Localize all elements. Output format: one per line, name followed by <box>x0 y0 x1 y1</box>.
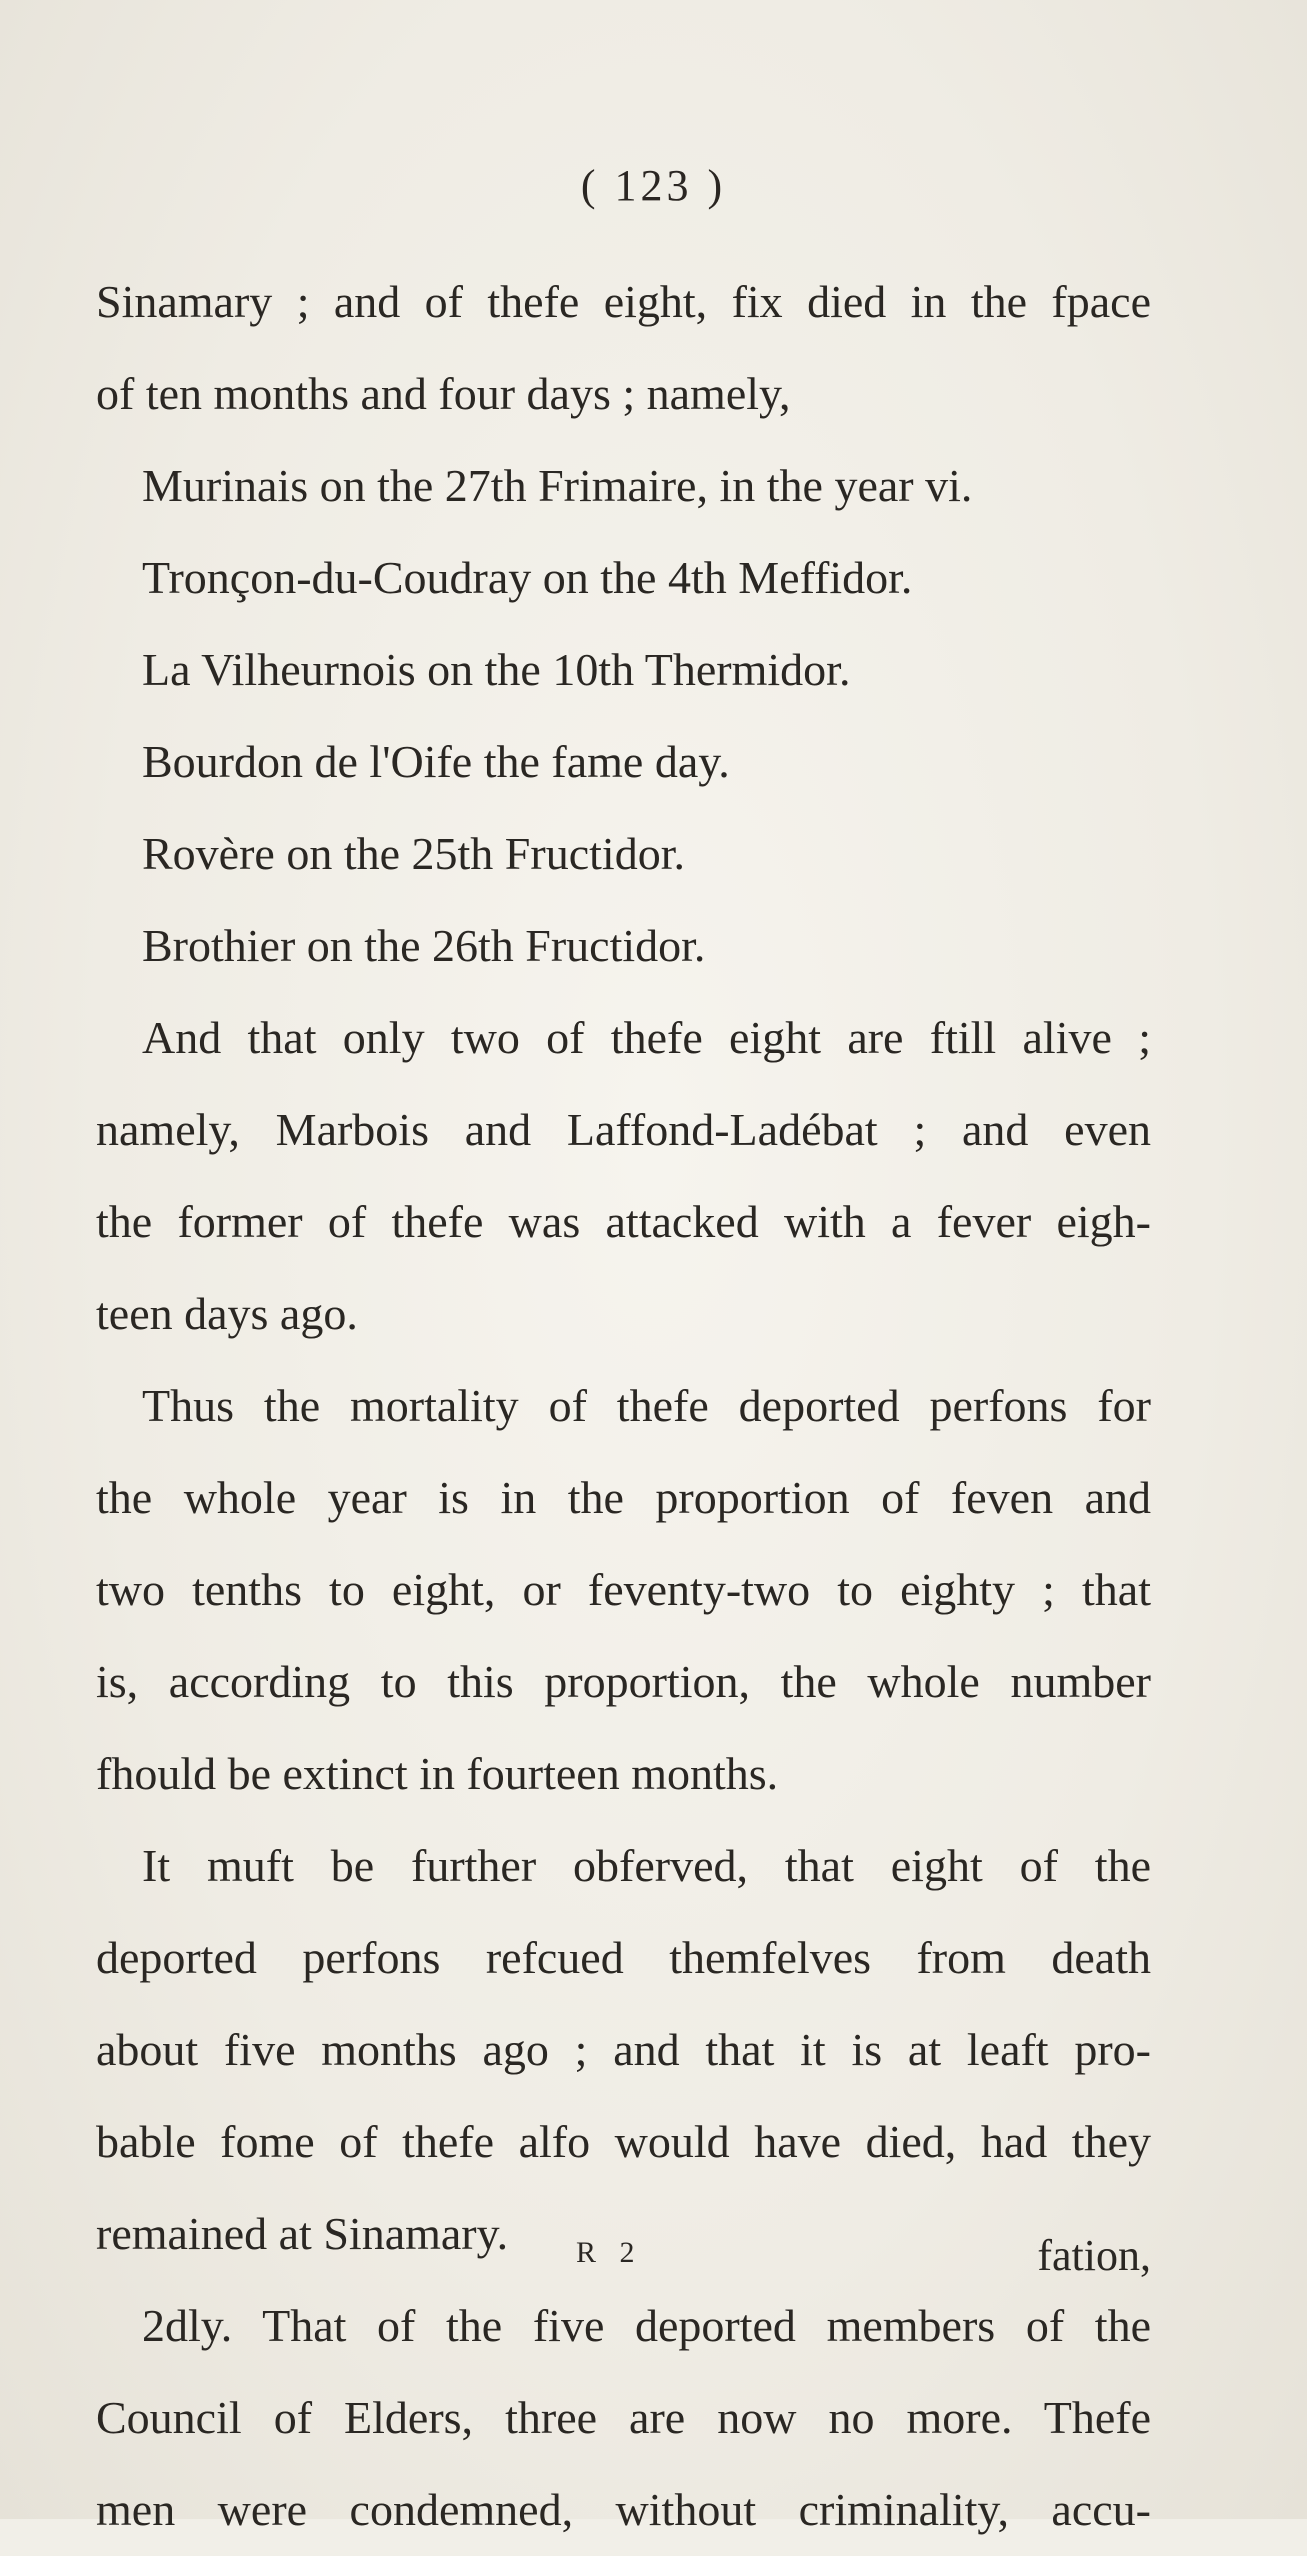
text-line: deported perfons refcued themfelves from death <box>96 1932 1151 1983</box>
text-line: Thus the mortality of thefe deported perfons for <box>142 1380 1151 1431</box>
text-line: teen days ago. <box>96 1288 358 1339</box>
text-line: Murinais on the 27th Frimaire, in the year vi. <box>142 460 973 511</box>
page-footer <box>96 2230 1151 2290</box>
text-line: And that only two of thefe eight are ftill alive ; <box>142 1012 1151 1063</box>
text-line: about five months ago ; and that it is at leaft pro- <box>96 2024 1151 2075</box>
text-line: 2dly. That of the five deported members of the <box>142 2300 1151 2351</box>
text-line: bable fome of thefe alfo would have died, had they <box>96 2116 1151 2167</box>
text-line: La Vilheurnois on the 10th Thermidor. <box>142 644 851 695</box>
page-number: ( 123 ) <box>580 161 727 210</box>
text-line: is, according to this proportion, the whole number <box>96 1656 1151 1707</box>
text-line: Bourdon de l'Oife the fame day. <box>142 736 730 787</box>
text-line: Sinamary ; and of thefe eight, fix died in the fpace <box>96 276 1151 327</box>
text-line: remained at Sinamary. <box>96 2208 509 2259</box>
text-line: fhould be extinct in fourteen months. <box>96 1748 779 1799</box>
text-line: men were condemned, without criminality, accu- <box>96 2484 1151 2535</box>
body-text <box>96 256 1151 2556</box>
text-line: Brothier on the 26th Fructidor. <box>142 920 706 971</box>
text-line: the whole year is in the proportion of feven and <box>96 1472 1151 1523</box>
text-line: Tronçon-du-Coudray on the 4th Meffidor. <box>142 552 913 603</box>
signature-mark: R 2 <box>576 2236 643 2269</box>
catchword: fation, <box>1037 2231 1151 2280</box>
text-line: of ten months and four days ; namely, <box>96 368 791 419</box>
text-line: the former of thefe was attacked with a fever eigh- <box>96 1196 1151 1247</box>
text-line: Rovère on the 25th Fructidor. <box>142 828 685 879</box>
text-line: Council of Elders, three are now no more. Thefe <box>96 2392 1151 2443</box>
text-line: namely, Marbois and Laffond-Ladébat ; and even <box>96 1104 1151 1155</box>
text-line: It muft be further obferved, that eight of the <box>142 1840 1151 1891</box>
text-line: two tenths to eight, or feventy-two to eighty ; that <box>96 1564 1151 1615</box>
